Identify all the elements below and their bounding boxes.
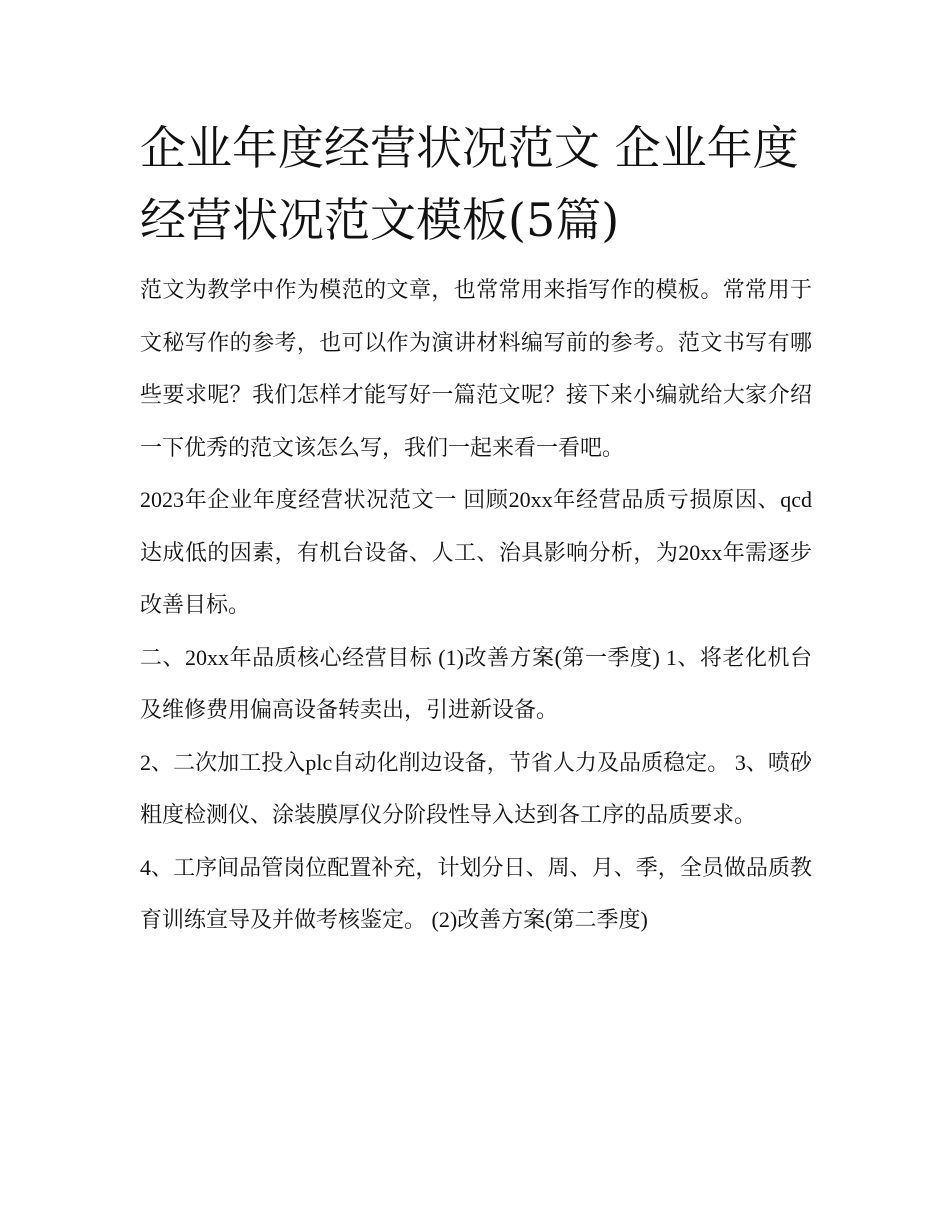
document-title: 企业年度经营状况范文 企业年度经营状况范文模板(5篇) <box>140 121 799 247</box>
paragraph-staffing-q2: 4、工序间品管岗位配置补充，计划分日、周、月、季，全员做品质教育训练宣导及并做考核鉴定。 (2)改善方案(第二季度) <box>140 854 812 932</box>
paragraph-intro: 范文为教学中作为模范的文章，也常常用来指写作的模板。常常用于文秘写作的参考，也可以作为演讲材料编写前的参考。范文书写有哪些要求呢？我们怎样才能写好一篇范文呢？接下来小编就给大家介绍一下优秀的范文该怎么写，我们一起来看一看吧。 <box>140 277 812 460</box>
paragraph-goal-q1: 二、20xx年品质核心经营目标 (1)改善方案(第一季度) 1、将老化机台及维修费用偏高设备转卖出，引进新设备。 <box>140 644 812 722</box>
paragraph-review: 2023年企业年度经营状况范文一 回顾20xx年经营品质亏损原因、qcd达成低的因素，有机台设备、人工、治具影响分析，为20xx年需逐步改善目标。 <box>140 487 812 617</box>
paragraph-plc-equipment: 2、二次加工投入plc自动化削边设备，节省人力及品质稳定。 3、喷砂粗度检测仪、涂装膜厚仪分阶段性导入达到各工序的品质要求。 <box>140 749 812 827</box>
document-page <box>140 112 812 947</box>
